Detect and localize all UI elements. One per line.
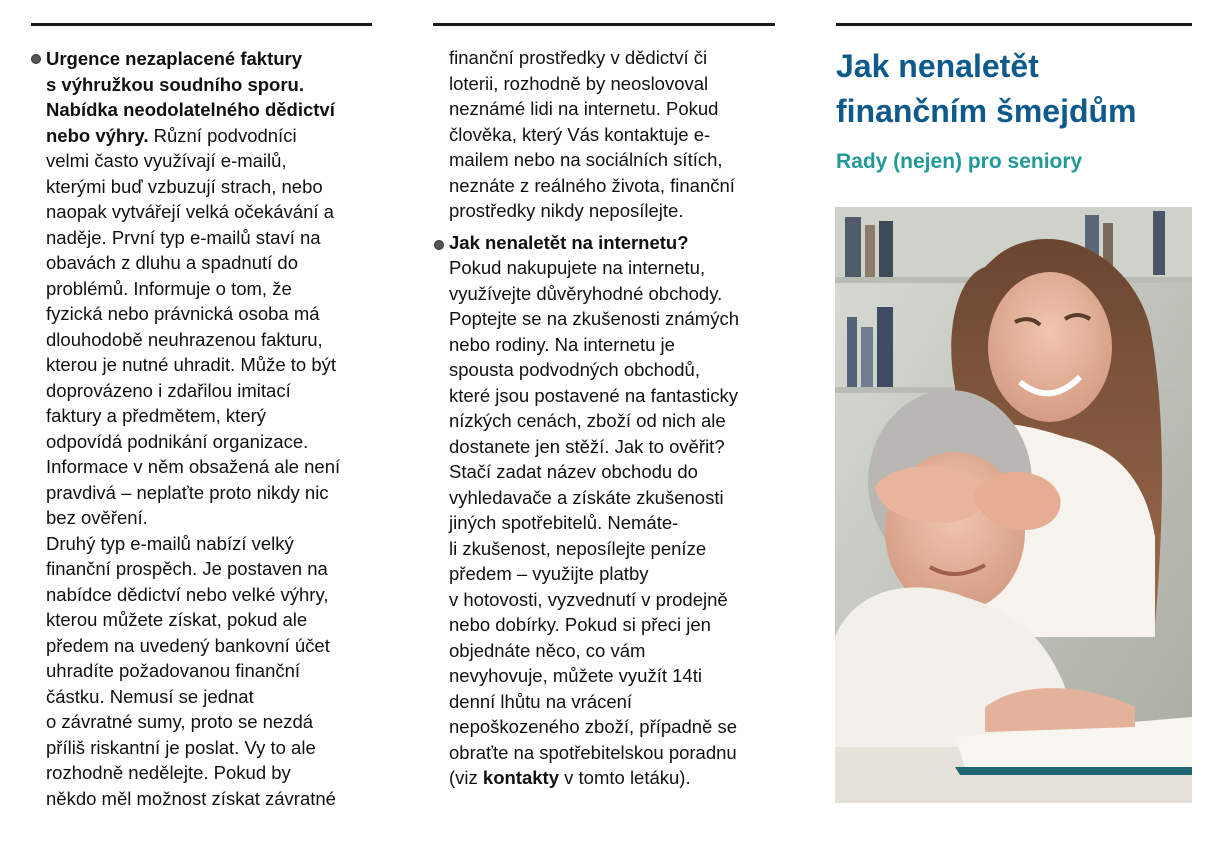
- left-text-line: finanční prospěch. Je postaven na: [46, 558, 328, 579]
- middle-text-line: Poptejte se na zkušenosti známých: [449, 308, 739, 329]
- left-column: [46, 46, 381, 811]
- bullet-icon: [31, 54, 41, 64]
- middle-last-line: (viz kontakty v tomto letáku).: [449, 767, 691, 788]
- left-text-line: příliš riskantní je poslat. Vy to ale: [46, 736, 316, 758]
- middle-text-line: finanční prostředky v dědictví či: [449, 47, 708, 68]
- middle-text-line: Stačí zadat název obchodu do: [449, 461, 698, 482]
- left-text-line: naopak vytvářejí velká očekávání a: [46, 201, 334, 222]
- left-text-line: částku. Nemusí se jednat: [46, 685, 254, 707]
- left-heading-line: s výhružkou soudního sporu.: [46, 73, 304, 95]
- left-text-line: nabídce dědictví nebo velké výhry,: [46, 583, 329, 605]
- left-text-line: kterými buď vzbuzují strach, nebo: [46, 175, 323, 197]
- middle-text-line: člověka, který Vás kontaktuje e-: [449, 123, 711, 145]
- left-heading-line: nebo výhry. Různí podvodníci: [46, 124, 297, 146]
- middle-text-line: neznámé lidi na internetu. Pokud: [449, 98, 719, 119]
- middle-column-rule: [433, 23, 775, 26]
- middle-text-line: objednáte něco, co vám: [449, 639, 646, 661]
- left-text-line: rozhodně nedělejte. Pokud by: [46, 762, 291, 783]
- photo-girl-covering-grandmother-eyes: [835, 207, 1192, 803]
- middle-text-line: spousta podvodných obchodů,: [449, 359, 700, 380]
- left-text-line: kterou je nutné uhradit. Může to být: [46, 354, 337, 375]
- left-text-line: kterou můžete získat, pokud ale: [46, 609, 308, 630]
- middle-text-line: nebo dobírky. Pokud si přeci jen: [449, 614, 711, 635]
- middle-text-line: které jsou postavené na fantasticky: [449, 384, 738, 406]
- middle-text-line: nepoškozeného zboží, případně se: [449, 716, 737, 737]
- left-text-line: faktury a předmětem, který: [46, 405, 267, 426]
- left-heading-line: Urgence nezaplacené faktury: [46, 48, 303, 69]
- middle-text-line: nízkých cenách, zboží od nich ale: [449, 410, 726, 431]
- kontakty-link: kontakty: [482, 767, 559, 788]
- middle-column: [449, 45, 789, 791]
- left-text-line: pravdivá – neplaťte proto nikdy nic: [46, 481, 329, 503]
- middle-text-line: li zkušenost, neposílejte peníze: [449, 537, 707, 559]
- left-text-line: naděje. První typ e-mailů staví na: [46, 226, 321, 248]
- middle-text-line: loterii, rozhodně by neoslovoval: [449, 72, 709, 94]
- middle-text-line: v hotovosti, vyzvednutí v prodejně: [449, 588, 728, 610]
- middle-text-line: jiných spotřebitelů. Nemáte-: [449, 512, 679, 533]
- left-text-line: doprovázeno i zdařilou imitací: [46, 379, 291, 401]
- middle-text-line: mailem nebo na sociálních sítích,: [449, 149, 723, 170]
- left-heading-line: Nabídka neodolatelného dědictví: [46, 99, 335, 120]
- bullet-icon: [434, 240, 444, 250]
- title-line-1: Jak nenaletět: [836, 48, 1039, 84]
- left-column-rule: [31, 23, 372, 26]
- middle-text-line: předem – využijte platby: [449, 563, 649, 584]
- right-column-rule: [836, 23, 1192, 26]
- middle-text-line: dostanete jen stěží. Jak to ověřit?: [449, 435, 725, 457]
- middle-text-line: neznáte z reálného života, finanční: [449, 174, 735, 196]
- left-text-line: odpovídá podnikání organizace.: [46, 430, 309, 452]
- left-text-line: Druhý typ e-mailů nabízí velký: [46, 532, 294, 554]
- middle-text-line: nevyhovuje, můžete využít 14ti: [449, 665, 702, 686]
- left-text-line: obavách z dluhu a spadnutí do: [46, 252, 298, 273]
- left-text-line: fyzická nebo právnická osoba má: [46, 303, 320, 324]
- left-text-line: bez ověření.: [46, 507, 148, 528]
- middle-text-line: vyhledavače a získáte zkušenosti: [449, 486, 724, 508]
- left-text-line: někdo měl možnost získat závratné: [46, 787, 336, 809]
- middle-text-line: nebo rodiny. Na internetu je: [449, 333, 675, 355]
- left-text-line: dlouhodobě neuhrazenou fakturu,: [46, 328, 323, 350]
- page-title: [836, 44, 1196, 134]
- left-text-line: velmi často využívají e-mailů,: [46, 150, 287, 171]
- title-line-2: finančním šmejdům: [836, 93, 1137, 129]
- middle-text-line: Pokud nakupujete na internetu,: [449, 257, 706, 278]
- middle-text-line: využívejte důvěryhodné obchody.: [449, 282, 723, 304]
- left-text-line: problémů. Informuje o tom, že: [46, 277, 292, 299]
- middle-text-line: obraťte na spotřebitelskou poradnu: [449, 741, 737, 763]
- page-subtitle: Rady (nejen) pro seniory: [836, 150, 1083, 173]
- left-text-line: Informace v něm obsažená ale není: [46, 456, 341, 477]
- middle-text-line: prostředky nikdy neposílejte.: [449, 200, 684, 221]
- left-text-line: o závratné sumy, proto se nezdá: [46, 711, 314, 732]
- left-text-line: předem na uvedený bankovní účet: [46, 634, 330, 656]
- middle-text-line: denní lhůtu na vrácení: [449, 690, 633, 712]
- left-text-line: uhradíte požadovanou finanční: [46, 660, 301, 681]
- internet-section-heading: Jak nenaletět na internetu?: [449, 231, 689, 253]
